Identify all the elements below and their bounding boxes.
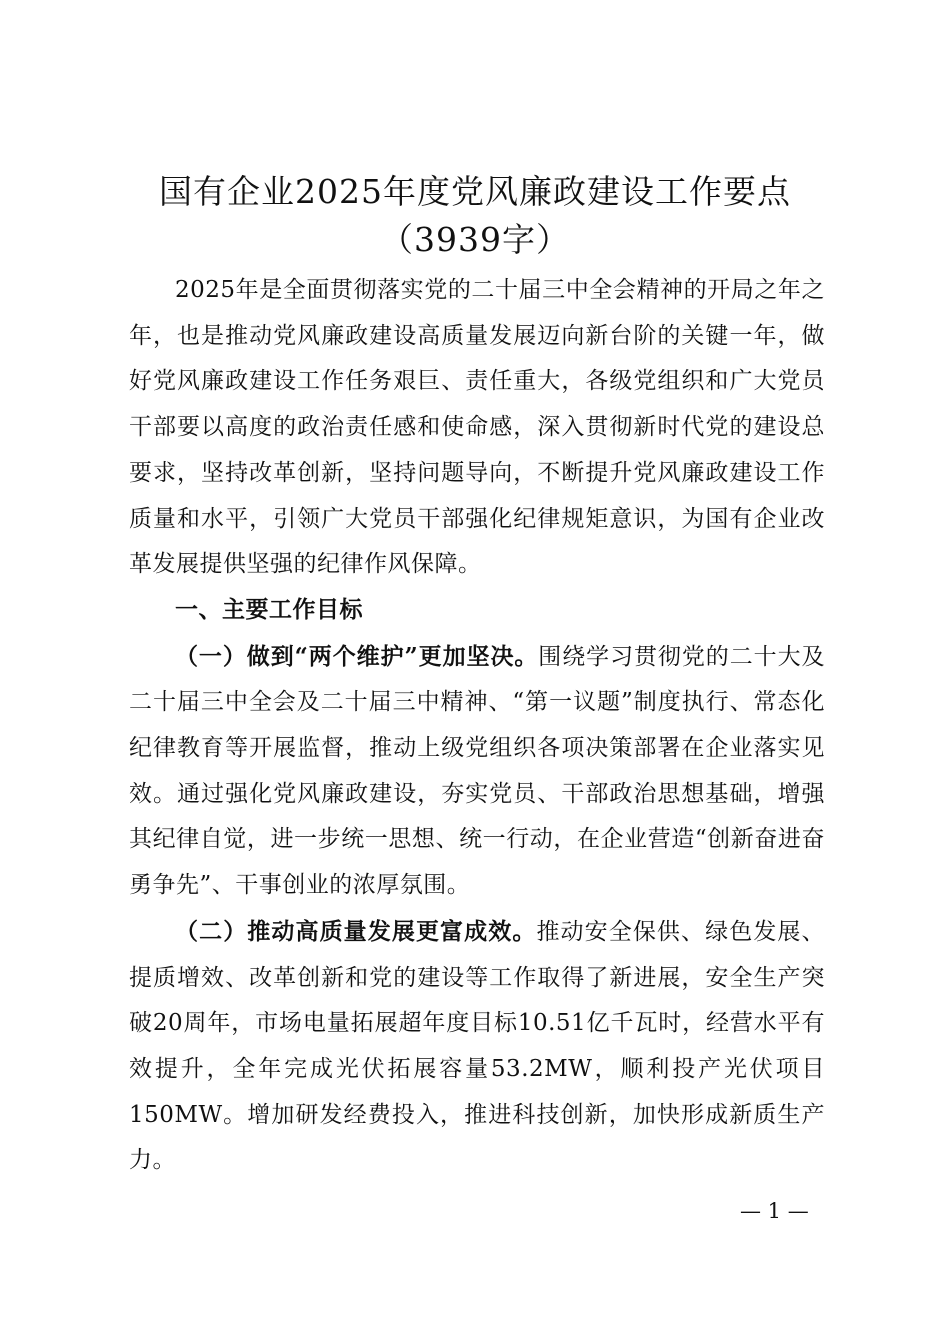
goal-item-2-lead: （二）推动高质量发展更富成效。	[175, 917, 537, 945]
section-heading-main-goals: 一、主要工作目标	[175, 596, 363, 623]
page-number: — 1 —	[740, 1199, 809, 1223]
goal-item-2-body: 推动安全保供、绿色发展、提质增效、改革创新和党的建设等工作取得了新进展，安全生产突破20周年，市场电量拓展超年度目标10.51亿千瓦时，经营水平有效提升，全年完成光伏拓展容量53.2MW，顺利投产光伏项目150MW。增加研发经费投入，推进科技创新，加快形成新质生产力。	[129, 918, 826, 1174]
intro-paragraph: 2025年是全面贯彻落实党的二十届三中全会精神的开局之年之年，也是推动党风廉政建设高质量发展迈向新台阶的关键一年，做好党风廉政建设工作任务艰巨、责任重大，各级党组织和广大党员干部要以高度的政治责任感和使命感，深入贯彻新时代党的建设总要求，坚持改革创新，坚持问题导向，不断提升党风廉政建设工作质量和水平，引领广大党员干部强化纪律规矩意识，为国有企业改革发展提供坚强的纪律作风保障。	[129, 277, 825, 578]
document-title: 国有企业2025年度党风廉政建设工作要点	[159, 172, 791, 211]
document-subtitle-word-count: （3939字）	[380, 220, 570, 259]
goal-item-1	[129, 634, 825, 909]
goal-item-1-body: 围绕学习贯彻党的二十大及二十届三中全会及二十届三中精神、“第一议题”制度执行、常态化纪律教育等开展监督，推动上级党组织各项决策部署在企业落实见效。通过强化党风廉政建设，夯实党员、干部政治思想基础，增强其纪律自觉，进一步统一思想、统一行动，在企业营造“创新奋进奋勇争先”、干事创业的浓厚氛围。	[129, 643, 825, 899]
goal-item-1-lead: （一）做到“两个维护”更加坚决。	[175, 642, 539, 670]
goal-item-2	[129, 909, 825, 1184]
document-body	[129, 268, 825, 1184]
